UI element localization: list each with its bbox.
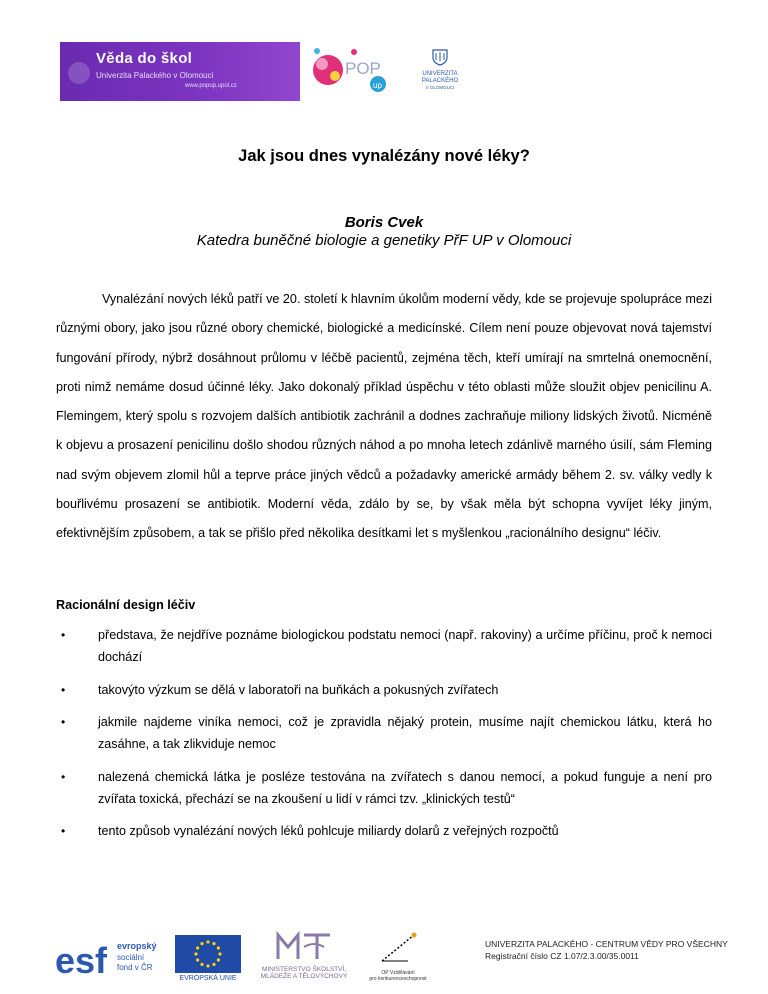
up-text: up (373, 81, 382, 90)
msmt-line2: MLÁDEŽE A TĚLOVÝCHOVY (260, 973, 348, 980)
list-item-text: nalezená chemická látka je posléze testována na zvířatech s danou nemocí, a pokud funguje a není pro zvířata toxická, přechází se na zkoušení u lidí v rámci tzv. „klinických testů“ (98, 769, 712, 806)
footer-org-line1: UNIVERZITA PALACKÉHO - CENTRUM VĚDY PRO VŠECHNY (485, 939, 728, 949)
banner-url: www.popup.upol.cz (185, 83, 237, 89)
msmt-logo-icon (274, 931, 334, 961)
bullet-icon: • (61, 769, 66, 784)
msmt-line1: MINISTERSTVO ŠKOLSTVÍ, (261, 966, 347, 973)
bullet-icon: • (61, 715, 66, 729)
esf-line2: sociální (117, 953, 145, 962)
section-heading: Racionální design léčiv (56, 598, 196, 612)
veda-do-skol-banner (60, 42, 300, 101)
op-line1: OP Vzdělávání (381, 970, 415, 976)
upol-line3: V OLOMOUCI (425, 85, 455, 90)
banner-subtitle: Univerzita Palackého v Olomouci (96, 71, 214, 80)
banner-decoration-icon (68, 62, 90, 84)
upol-line2: PALACKÉHO (421, 78, 459, 84)
upol-line1: UNIVERZITA (422, 71, 458, 77)
list-item (56, 624, 712, 668)
upol-crest-icon (431, 48, 449, 66)
upol-logo (412, 48, 468, 100)
list-item (56, 820, 712, 842)
eu-logo (175, 935, 241, 982)
list-item-text: představa, že nejdříve poznáme biologickou podstatu nemoci (např. rakoviny) a určíme příčinu, proč k nemoci dochází (98, 628, 712, 664)
bullet-icon: • (61, 682, 66, 697)
esf-logo-icon (55, 935, 169, 977)
intro-paragraph: Vynalézání nových léků patří ve 20. století k hlavním úkolům moderní vědy, kde se projevuje spolupráce mezi různými obory, jako jsou různé obory chemické, biologické a medicínské. Cílem není pouze objevovat nová tajemství fungování přírody, nýbrž dosáhnout průlomu v léčbě pacientů, zejména těch, kteří umírají na smrtelná onemocnění, proti nimž nemáme dosud účinné léky. Jako dokonalý příklad úspěchu v této oblasti může sloužit objev penicilinu A. Flemingem, který spolu s rozvojem dalších antibiotik zachránil a dodnes zachraňuje miliony lidských životů. Nicméně k objevu a prosazení penicilinu došlo shodou různých náhod a po mnoha letech zdánlivě marného úsilí, sám Fleming nad svým objevem zlomil hůl a teprve práce jiných vědců a požadavky americké armády během 2. sv. války vedly k bouřlivému prosazení se antibiotik. Moderní věda, zdálo by se, by však měla být schopna vyvíjet léky jiným, efektivnějším způsobem, a tak se přišlo před několika desítkami let s myšlenkou „racionálního designu“ léčiv. (56, 292, 712, 541)
pop-text: POP (345, 59, 381, 78)
footer-organization (485, 938, 728, 962)
bullet-list (56, 624, 712, 853)
esf-line3: fond v ČR (117, 963, 153, 972)
op-line2: pro konkurenceschopnost (369, 976, 427, 982)
list-item (56, 766, 712, 810)
popup-logo (308, 40, 396, 102)
eu-flag-icon (175, 935, 241, 973)
popup-logo-icon (308, 40, 396, 102)
footer-org-line2: Registrační číslo CZ 1.07/2.3.00/35.0011 (485, 951, 639, 961)
eu-label: EVROPSKÁ UNIE (179, 975, 237, 982)
list-item-text: tento způsob vynalézání nových léků pohlcuje miliardy dolarů z veřejných rozpočtů (98, 824, 559, 838)
list-item-text: jakmile najdeme viníka nemoci, což je zpravidla nějaký protein, musíme najít chemickou látku, která ho zasáhne, a tak zlikviduje nemoc (98, 715, 712, 751)
list-item-text: takovýto výzkum se dělá v laboratoři na buňkách a pokusných zvířatech (98, 682, 499, 697)
banner-title: Věda do škol (96, 50, 193, 67)
esf-line1: evropský (117, 941, 157, 951)
esf-logo (55, 935, 169, 977)
author-name: Boris Cvek (344, 214, 424, 231)
esf-big-text: esf (55, 940, 108, 977)
op-logo (368, 931, 428, 981)
msmt-logo (248, 931, 360, 979)
op-logo-icon (368, 931, 428, 965)
bullet-icon: • (61, 628, 66, 642)
author-department: Katedra buněčné biologie a genetiky PřF UP v Olomouci (196, 232, 572, 249)
document-title: Jak jsou dnes vynalézány nové léky? (238, 147, 530, 165)
list-item (56, 679, 712, 701)
list-item (56, 711, 712, 755)
bullet-icon: • (61, 824, 66, 838)
